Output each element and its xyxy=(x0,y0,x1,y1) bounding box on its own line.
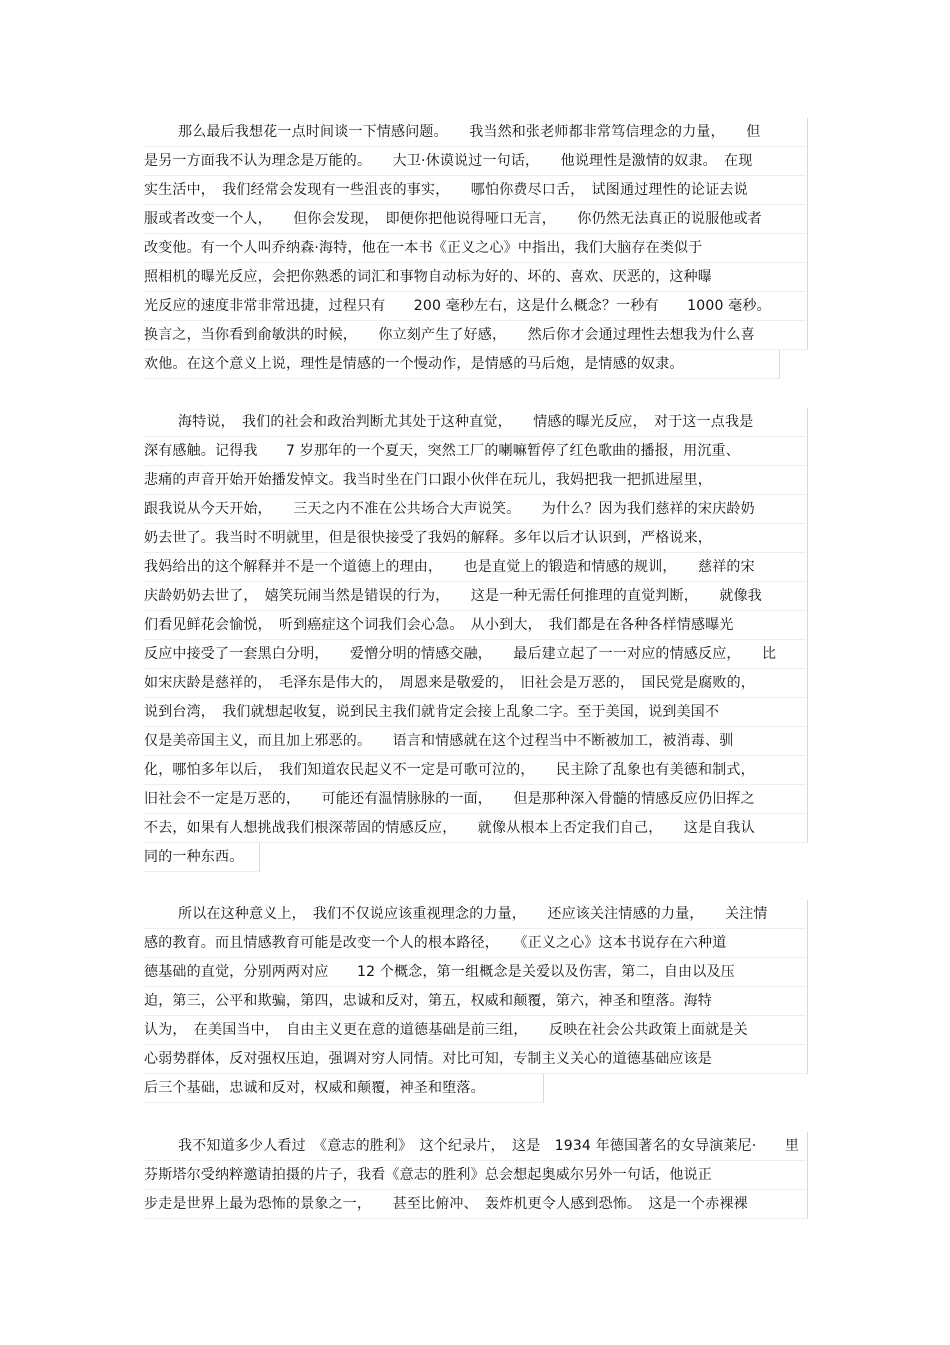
paragraph-4 xyxy=(144,1132,808,1219)
text-line: 光反应的速度非常非常迅捷，过程只有 200 毫秒左右，这是什么概念？一秒有 1000 毫秒。 xyxy=(144,292,808,321)
text-line: 奶去世了。我当时不明就里，但是很快接受了我妈的解释。多年以后才认识到，严格说来， xyxy=(144,524,808,553)
paragraph-2 xyxy=(144,408,808,872)
text-line: 跟我说从今天开始， 三天之内不准在公共场合大声说笑。 为什么？因为我们慈祥的宋庆龄奶 xyxy=(144,495,808,524)
text-line: 德基础的直觉，分别两两对应 12 个概念，第一组概念是关爱以及伤害，第二，自由以及压 xyxy=(144,958,808,987)
text-line: 说到台湾， 我们就想起收复，说到民主我们就肯定会接上乱象二字。至于美国，说到美国不 xyxy=(144,698,808,727)
text-line: 步走是世界上最为恐怖的景象之一， 甚至比俯冲、 轰炸机更令人感到恐怖。 这是一个赤裸裸 xyxy=(144,1190,808,1219)
text-line: 后三个基础，忠诚和反对，权威和颠覆，神圣和堕落。 xyxy=(144,1074,544,1103)
text-line: 旧社会不一定是万恶的， 可能还有温情脉脉的一面， 但是那种深入骨髓的情感反应仍旧挥之 xyxy=(144,785,808,814)
text-line: 实生活中， 我们经常会发现有一些沮丧的事实， 哪怕你费尽口舌， 试图通过理性的论证去说 xyxy=(144,176,808,205)
text-line: 我不知道多少人看过 《意志的胜利》 这个纪录片， 这是 1934 年德国著名的女导演莱尼· 里 xyxy=(144,1132,808,1161)
text-line: 欢他。在这个意义上说，理性是情感的一个慢动作，是情感的马后炮，是情感的奴隶。 xyxy=(144,350,780,379)
text-line: 化，哪怕多年以后， 我们知道农民起义不一定是可歌可泣的， 民主除了乱象也有美德和制式， xyxy=(144,756,808,785)
text-line: 芬斯塔尔受纳粹邀请拍摄的片子，我看《意志的胜利》总会想起奥威尔另外一句话，他说正 xyxy=(144,1161,808,1190)
text-line: 深有感触。记得我 7 岁那年的一个夏天，突然工厂的喇嘛暂停了红色歌曲的播报，用沉重、 xyxy=(144,437,808,466)
text-line: 感的教育。而且情感教育可能是改变一个人的根本路径， 《正义之心》这本书说存在六种道 xyxy=(144,929,808,958)
paragraph-1 xyxy=(144,118,808,379)
text-line: 庆龄奶奶去世了， 嬉笑玩闹当然是错误的行为， 这是一种无需任何推理的直觉判断， 就像我 xyxy=(144,582,808,611)
text-line: 如宋庆龄是慈祥的， 毛泽东是伟大的， 周恩来是敬爱的， 旧社会是万恶的， 国民党是腐败的， xyxy=(144,669,808,698)
text-line: 服或者改变一个人， 但你会发现， 即便你把他说得哑口无言， 你仍然无法真正的说服他或者 xyxy=(144,205,808,234)
text-line: 所以在这种意义上， 我们不仅说应该重视理念的力量， 还应该关注情感的力量， 关注情 xyxy=(144,900,808,929)
text-line: 改变他。有一个人叫乔纳森·海特，他在一本书《正义之心》中指出，我们大脑存在类似于 xyxy=(144,234,808,263)
text-line: 换言之，当你看到俞敏洪的时候， 你立刻产生了好感， 然后你才会通过理性去想我为什么喜 xyxy=(144,321,808,350)
paragraph-3 xyxy=(144,900,808,1103)
text-line: 同的一种东西。 xyxy=(144,843,260,872)
text-line: 那么最后我想花一点时间谈一下情感问题。 我当然和张老师都非常笃信理念的力量， 但 xyxy=(144,118,808,147)
text-line: 反应中接受了一套黑白分明， 爱憎分明的情感交融， 最后建立起了一一对应的情感反应， 比 xyxy=(144,640,808,669)
text-line: 是另一方面我不认为理念是万能的。 大卫·休谟说过一句话， 他说理性是激情的奴隶。 在现 xyxy=(144,147,808,176)
text-line: 迫，第三，公平和欺骗，第四，忠诚和反对，第五，权威和颠覆，第六，神圣和堕落。海特 xyxy=(144,987,808,1016)
text-line: 认为， 在美国当中， 自由主义更在意的道德基础是前三组， 反映在社会公共政策上面就是关 xyxy=(144,1016,808,1045)
text-line: 海特说， 我们的社会和政治判断尤其处于这种直觉， 情感的曝光反应， 对于这一点我是 xyxy=(144,408,808,437)
text-line: 不去，如果有人想挑战我们根深蒂固的情感反应， 就像从根本上否定我们自己， 这是自我认 xyxy=(144,814,808,843)
text-line: 我妈给出的这个解释并不是一个道德上的理由， 也是直觉上的锻造和情感的规训， 慈祥的宋 xyxy=(144,553,808,582)
text-line: 心弱势群体，反对强权压迫，强调对穷人同情。对比可知，专制主义关心的道德基础应该是 xyxy=(144,1045,808,1074)
text-line: 照相机的曝光反应，会把你熟悉的词汇和事物自动标为好的、坏的、喜欢、厌恶的，这种曝 xyxy=(144,263,808,292)
text-line: 仅是美帝国主义，而且加上邪恶的。 语言和情感就在这个过程当中不断被加工，被消毒、驯 xyxy=(144,727,808,756)
text-line: 们看见鲜花会愉悦， 听到癌症这个词我们会心急。 从小到大， 我们都是在各种各样情感曝光 xyxy=(144,611,808,640)
text-line: 悲痛的声音开始开始播发悼文。我当时坐在门口跟小伙伴在玩儿，我妈把我一把抓进屋里， xyxy=(144,466,808,495)
